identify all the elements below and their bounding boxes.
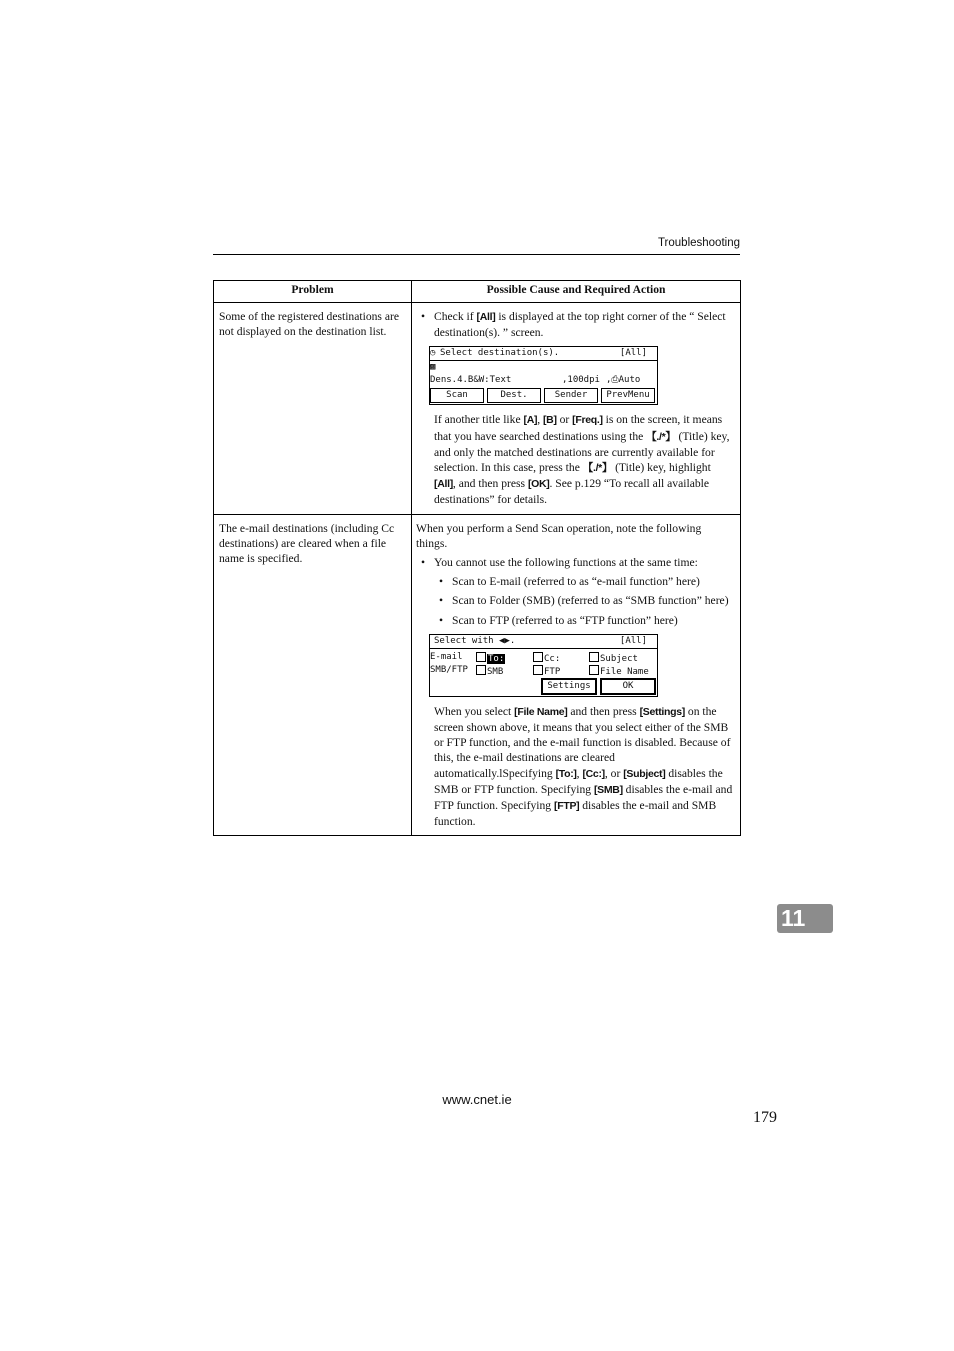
lcd-ok-button[interactable]: OK	[600, 678, 656, 695]
lcd-select-with-screen	[429, 634, 658, 697]
chapter-tab: 11	[777, 904, 833, 933]
lcd-email-row	[430, 651, 657, 664]
troubleshooting-table	[213, 280, 741, 836]
lcd-select-destination-screen	[429, 346, 658, 405]
explanation-paragraph: When you select [File Name] and then press [Settings] on the screen shown above, it means that you select either of the SMB or FTP function, and the e-mail function is disabled. Because of this, the e-mail destinations are cleared automatically.lSpecifying [To:], [Cc:], or [Subject] disables the SMB or FTP function. Specifying [SMB] disables the e-mail and FTP function. Specifying [FTP] disables the e-mail and SMB function.	[434, 704, 733, 829]
lcd-scan-button[interactable]: Scan	[430, 388, 484, 403]
list-item: • Scan to FTP (referred to as “FTP function” here)	[416, 613, 735, 628]
clock-icon: ◷	[430, 348, 436, 359]
list-item: • Check if [All] is displayed at the top right corner of the “ Select destination(s). ” screen.	[416, 309, 735, 340]
lcd-ftp-option[interactable]: FTP	[533, 665, 560, 678]
lcd-to-option[interactable]: To:	[476, 652, 505, 665]
lcd-resolution-status: ,100dpi	[562, 375, 600, 386]
lcd-status-row	[430, 374, 657, 387]
checkbox-icon	[476, 652, 486, 662]
column-header-problem: Problem	[214, 281, 412, 303]
lcd-filename-option[interactable]: File Name	[589, 665, 649, 678]
lcd-sender-button[interactable]: Sender	[544, 388, 598, 403]
problem-cell: The e-mail destinations (including Cc destinations) are cleared when a file name is specified.	[214, 514, 412, 836]
section-title: Troubleshooting	[657, 237, 740, 249]
lcd-all-tab: [All]	[619, 348, 647, 359]
checkbox-icon	[589, 652, 599, 662]
key-all: [All]	[476, 311, 496, 323]
lcd-all-tab: [All]	[619, 635, 647, 646]
lcd-density-status: Dens.4.B&W:Text	[430, 375, 512, 386]
pattern-icon: ▩	[430, 362, 436, 373]
lcd-prevmenu-button[interactable]: PrevMenu	[601, 388, 655, 403]
list-item: • Scan to E-mail (referred to as “e-mail function” here)	[416, 574, 735, 589]
action-cell	[412, 514, 741, 836]
lcd-dest-button[interactable]: Dest.	[487, 388, 541, 403]
checkbox-icon	[533, 665, 543, 675]
list-item: • You cannot use the following functions at the same time:	[416, 555, 735, 570]
lcd-smbftp-row	[430, 664, 657, 677]
lcd-email-label: E-mail	[430, 651, 463, 662]
action-cell	[412, 303, 741, 515]
lcd-subject-option[interactable]: Subject	[589, 652, 638, 665]
lcd-settings-button[interactable]: Settings	[541, 678, 597, 695]
list-item: • Scan to Folder (SMB) (referred to as “SMB function” here)	[416, 593, 735, 608]
lcd-smbftp-label: SMB/FTP	[430, 664, 468, 675]
checkbox-icon	[589, 665, 599, 675]
table-header-row	[214, 281, 741, 303]
lcd-cc-option[interactable]: Cc:	[533, 652, 560, 665]
intro-paragraph: When you perform a Send Scan operation, note the following things.	[416, 521, 702, 550]
title-key: 【./*】	[646, 430, 676, 443]
footer-url: www.cnet.ie	[442, 1092, 512, 1107]
table-row	[214, 303, 741, 515]
checkbox-icon	[476, 665, 486, 675]
explanation-paragraph: If another title like [A], [B] or [Freq.] is on the screen, it means that you have searched destinations using the 【./*】 (Title) key, and only the matched destinations are currently available for selection. In this case, press the 【./*】 (Title) key, highlight [All], and then press [OK]. See p.129 “To recall all available destinations” for details.	[434, 413, 730, 507]
lcd-icon-row	[430, 360, 657, 374]
lcd-title: Select destination(s).	[440, 348, 560, 359]
problem-cell: Some of the registered destinations are not displayed on the destination list.	[214, 303, 412, 515]
title-key: 【./*】	[582, 462, 613, 475]
lcd-title: Select with ◀▶.	[434, 635, 516, 646]
running-header	[213, 237, 740, 255]
page-number: 179	[753, 1109, 777, 1126]
lcd-title-row	[430, 347, 657, 360]
checkbox-icon	[533, 652, 543, 662]
lcd-title-row	[430, 635, 657, 649]
column-header-action: Possible Cause and Required Action	[412, 281, 741, 303]
lcd-smb-option[interactable]: SMB	[476, 665, 503, 678]
lcd-size-status: ,⎙Auto	[606, 375, 641, 386]
table-row	[214, 514, 741, 836]
